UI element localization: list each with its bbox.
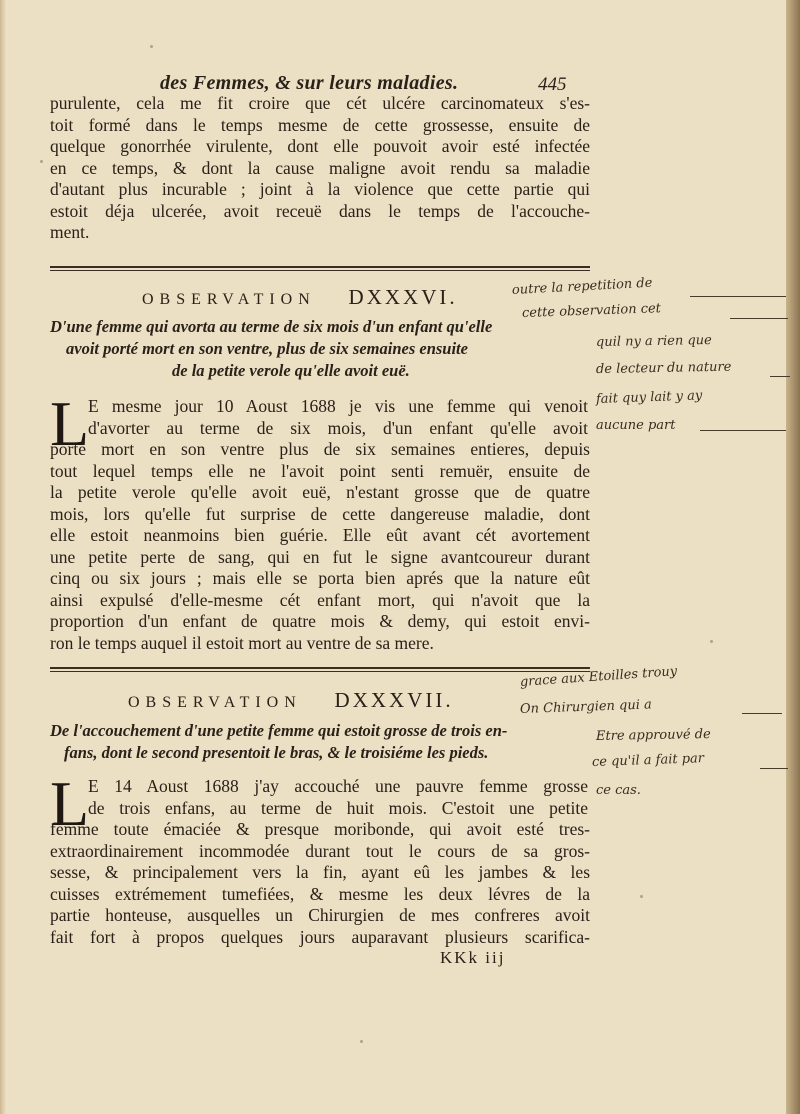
page-number: 445 xyxy=(538,74,567,95)
text-line: ment. xyxy=(50,222,90,242)
handwritten-note-line: grace aux Etoilles trouy xyxy=(519,664,678,690)
handwritten-note-line: Etre approuvé de xyxy=(595,726,711,744)
observation-body xyxy=(50,439,590,654)
observation-body xyxy=(50,819,590,948)
subtitle-line: De l'accouchement d'une petite femme qui estoit grosse de trois en- xyxy=(50,721,508,740)
text-line: elle estoit neanmoins bien guérie. Elle eût avant cét avortement xyxy=(50,525,590,545)
handwriting-underline xyxy=(730,318,788,319)
paper-speck xyxy=(150,45,153,48)
subtitle-line: fans, dont le second presentoit le bras, & le troisiéme les pieds. xyxy=(64,743,489,762)
handwritten-note-line: outre la repetition de xyxy=(511,275,653,298)
handwriting-underline xyxy=(690,296,786,297)
observation-heading xyxy=(142,285,458,310)
text-line: extraordinairement incommodée durant tout le cours de sa gros- xyxy=(50,840,590,861)
observation-body-head xyxy=(88,776,588,819)
text-line: toit formé dans le temps mesme de cette grossesse, ensuite de xyxy=(50,114,590,135)
text-line: en ce temps, & dont la cause maligne avoit rendu sa maladie xyxy=(50,157,590,178)
section-rule-thin xyxy=(50,270,590,271)
observation-subtitle xyxy=(50,720,590,764)
text-line: purulente, cela me fit croire que cét ulcére carcinomateux s'es- xyxy=(50,93,590,113)
handwritten-note-line: fait quy lait y ay xyxy=(595,388,703,407)
drop-cap: L xyxy=(50,388,90,459)
handwriting-underline xyxy=(770,376,790,377)
text-line: d'autant plus incurable ; joint à la violence que cette partie qui xyxy=(50,179,590,199)
handwriting-underline xyxy=(760,768,788,769)
text-line: une petite perte de sang, qui en fut le signe avantcoureur durant xyxy=(50,546,590,567)
observation-label: OBSERVATION xyxy=(142,291,316,308)
handwritten-note-line: de lecteur du nature xyxy=(595,359,732,377)
observation-subtitle xyxy=(50,316,570,382)
text-line: femme toute émaciée & presque moribonde, qui avoit esté tres- xyxy=(50,819,590,839)
drop-cap: L xyxy=(50,768,90,839)
handwritten-note-line: On Chirurgien qui a xyxy=(519,697,653,717)
section-rule-thin xyxy=(50,671,590,672)
observation-number: DXXXVI. xyxy=(348,285,458,309)
page-left-edge xyxy=(0,0,6,1114)
text-line: tout lequel temps elle ne l'avoit point senti remuër, ensuite de xyxy=(50,460,590,481)
paper-speck xyxy=(640,895,643,898)
text-line: mois, lors qu'elle fut surprise de cette dangereuse maladie, dont xyxy=(50,503,590,524)
paper-speck xyxy=(360,1040,363,1043)
text-line: ainsi expulsé d'elle-mesme cét enfant mort, qui n'avoit que la xyxy=(50,589,590,610)
observation-heading xyxy=(128,688,454,713)
text-line: proportion d'un enfant de quatre mois & demy, qui estoit envi- xyxy=(50,611,590,631)
running-head: des Femmes, & sur leurs maladies. xyxy=(160,72,459,94)
subtitle-line: avoit porté mort en son ventre, plus de six semaines ensuite xyxy=(66,339,468,358)
paper-speck xyxy=(710,640,713,643)
text-line: E mesme jour 10 Aoust 1688 je vis une femme qui venoit xyxy=(88,396,588,416)
text-line: d'avorter au terme de six mois, d'un enfant qu'elle avoit xyxy=(88,417,588,438)
section-rule xyxy=(50,266,590,268)
handwritten-note-line: aucune part xyxy=(596,418,676,433)
observation-body-head xyxy=(88,396,588,439)
text-line: porté mort en son ventre plus de six semaines entieres, depuis xyxy=(50,439,590,459)
section-rule xyxy=(50,667,590,669)
text-line: E 14 Aoust 1688 j'ay accouché une pauvre femme grosse xyxy=(88,776,588,796)
page-right-edge xyxy=(786,0,800,1114)
text-line: ron le temps auquel il estoit mort au ventre de sa mere. xyxy=(50,632,434,653)
subtitle-line: de la petite verole qu'elle avoit euë. xyxy=(172,361,410,380)
handwriting-underline xyxy=(700,430,786,431)
handwritten-note-line: quil ny a rien que xyxy=(595,332,712,350)
text-line: estoit déja ulcerée, avoit receuë dans le temps de l'accouche- xyxy=(50,200,590,221)
observation-label: OBSERVATION xyxy=(128,694,302,711)
text-line: de trois enfans, au terme de huit mois. C'estoit une petite xyxy=(88,797,588,818)
catchword-signature: KKk iij xyxy=(440,948,506,967)
handwriting-underline xyxy=(742,713,782,714)
subtitle-line: D'une femme qui avorta au terme de six mois d'un enfant qu'elle xyxy=(50,317,493,336)
observation-number: DXXXVII. xyxy=(334,688,454,712)
text-line: partie honteuse, ausquelles un Chirurgien de mes confreres avoit xyxy=(50,905,590,925)
text-line: fait fort à propos quelques jours auparavant plusieurs scarifica- xyxy=(50,926,590,947)
handwritten-note-line: ce qu'il a fait par xyxy=(591,751,705,770)
text-line: sesse, & principalement vers la fin, ayant eû les jambes & les xyxy=(50,862,590,882)
text-line: quelque gonorrhée virulente, dont elle pouvoit avoir esté infectée xyxy=(50,136,590,156)
paper-speck xyxy=(40,160,43,163)
text-line: cuisses extrémement tumefiées, & mesme les deux lévres de la xyxy=(50,883,590,904)
handwritten-note-line: ce cas. xyxy=(596,783,641,798)
handwritten-note-line: cette observation cet xyxy=(521,301,662,321)
text-line: cinq ou six jours ; mais elle se porta bien aprés que la nature eût xyxy=(50,568,590,588)
intro-paragraph xyxy=(50,93,590,244)
text-line: la petite verole qu'elle avoit euë, n'estant grosse que de quatre xyxy=(50,482,590,502)
